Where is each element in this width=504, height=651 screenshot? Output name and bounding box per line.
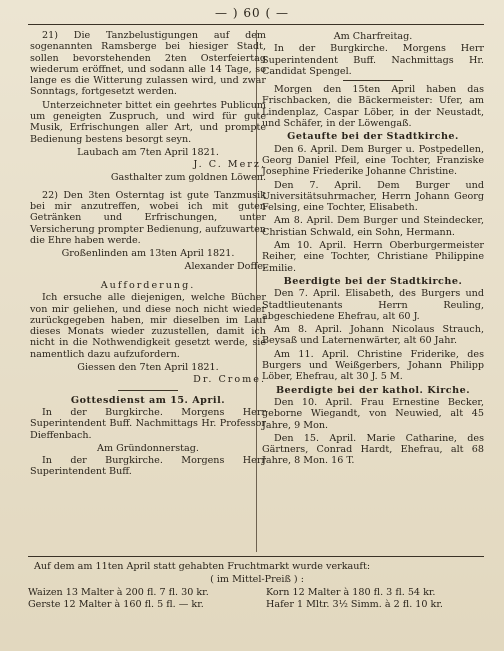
market-price-waizen: Waizen 13 Malter à 200 fl. 7 fl. 30 kr. xyxy=(28,587,209,598)
market-top-rule xyxy=(28,556,484,557)
market-price-gerste: Gerste 12 Malter à 160 fl. 5 fl. — kr. xyxy=(28,599,204,610)
fruchtmarkt-section xyxy=(28,560,486,611)
getaufte-entry: Am 10. April. Herrn Oberburgermeister Reiher, eine Tochter, Christiane Philippine Emilie. xyxy=(262,240,484,274)
market-price-korn: Korn 12 Malter à 180 fl. 3 fl. 54 kr. xyxy=(266,587,436,598)
notice-22-signature: Alexander Doffe. xyxy=(184,260,266,272)
page-number: — ) 60 ( — xyxy=(215,6,289,20)
gottesdienst-heading: Gottesdienst am 15. April. xyxy=(70,394,226,406)
notice-22-place-date: Großenlinden am 13ten April 1821. xyxy=(61,248,235,260)
aufforderung-body: Ich ersuche alle diejenigen, welche Bücher von mir geliehen, und diese noch nicht wieder zurückgegeben haben, mir dieselben im Lauf dieses Monats wieder zuzustellen, damit ich nicht in die Nothwendigkeit gesetzt werde, sie namentlich dazu aufzufordern. xyxy=(30,292,266,360)
right-column xyxy=(262,30,484,469)
notice-21-place-date: Laubach am 7ten April 1821. xyxy=(77,146,219,158)
getaufte-heading: Getaufte bei der Stadtkirche. xyxy=(287,131,459,143)
section-rule xyxy=(118,390,178,391)
section-rule xyxy=(343,80,403,81)
beerdigte-heading: Beerdigte bei der Stadtkirche. xyxy=(283,275,463,287)
charfreitag-entry: In der Burgkirche. Morgens Herr Superintendent Buff. Nachmittags Hr. Candidat Spengel. xyxy=(262,43,484,77)
market-intro: Auf dem am 11ten April statt gehabten Fruchtmarkt wurde verkauft: xyxy=(34,561,371,572)
kath-beerdigte-entry: Den 15. April. Marie Catharine, des Gärtners, Conrad Hardt, Ehefrau, alt 68 Jahre, 8 Mon. 16 T. xyxy=(262,432,484,467)
kath-beerdigte-heading: Beerdigte bei der kathol. Kirche. xyxy=(275,384,471,396)
top-rule xyxy=(28,24,484,25)
frischbacken-notice: Morgen den 15ten April haben das Frischbacken, die Bäckermeister: Ufer, am Lindenplaz, Caspar Löber, in der Neustadt, und Schäfer, in der Löwengaß. xyxy=(262,84,484,130)
left-column xyxy=(30,30,266,480)
market-row xyxy=(28,599,486,611)
gruendonnerstag-entry: In der Burgkirche. Morgens Herr Superintendent Buff. xyxy=(30,455,266,478)
beerdigte-entry: Am 8. April. Johann Nicolaus Strauch, Beysaß und Laternenwärter, alt 60 Jahr. xyxy=(262,324,484,347)
kath-beerdigte-entry: Den 10. April. Frau Ernestine Becker, geborne Wiegandt, von Neuwied, alt 45 Jahre, 9 Mon. xyxy=(262,396,484,431)
aufforderung-signature: Dr. Crome. xyxy=(193,374,266,386)
aufforderung-place-date: Giessen den 7ten April 1821. xyxy=(77,362,219,374)
market-price-hafer: Hafer 1 Mltr. 3½ Simm. à 2 fl. 10 kr. xyxy=(266,599,443,610)
market-subtitle: ( im Mittel-Preiß ) : xyxy=(210,574,304,585)
aufforderung-heading: Aufforderung. xyxy=(100,279,196,291)
gruendonnerstag-heading: Am Gründonnerstag. xyxy=(97,442,199,454)
spacer xyxy=(30,273,266,279)
beerdigte-entry: Am 11. April. Christine Friderike, des Burgers und Weißgerbers, Johann Philipp Löber, Ehefrau, alt 30 J. 5 M. xyxy=(262,348,484,383)
getaufte-entry: Den 6. April. Dem Burger u. Postpedellen, Georg Daniel Pfeil, eine Tochter, Franziske Josephine Friederike Johanne Christine. xyxy=(262,143,484,178)
gottesdienst-entry: In der Burgkirche. Morgens Herr Superintendent Buff. Nachmittags Hr. Professor Dieffenbach. xyxy=(30,406,266,441)
getaufte-entry: Den 7. April. Dem Burger und Universitätsuhrmacher, Herrn Johann Georg Felsing, eine Tochter, Elisabeth. xyxy=(262,179,484,214)
notice-21-signature: J. C. Merz, xyxy=(193,159,266,171)
notice-22: 22) Den 3ten Osterntag ist gute Tanzmusik bei mir anzutreffen, wobei ich mit guten Getränken und Erfrischungen, unter Versicherung prompter Bedienung, aufzuwarten die Ehre haben werde. xyxy=(30,189,266,247)
notice-21: 21) Die Tanzbelustigungen auf dem sogenannten Ramsberge bei hiesiger Stadt, sollen bevorstehenden 2ten Osterfeiertag wiederum eröffnet, und sodann alle 14 Tage, so lange es die Witterung zulassen wird, und zwar Sonntags, fortgesetzt werden. xyxy=(30,30,266,98)
market-row xyxy=(28,587,486,599)
beerdigte-entry: Den 7. April. Elisabeth, des Burgers und Stadtlieutenants Herrn Reuling, abgeschiedene Ehefrau, alt 60 J. xyxy=(262,288,484,322)
notice-21-body: Unterzeichneter bittet ein geehrtes Publicum um geneigten Zuspruch, und wird für gute Musik, Erfrischungen aller Art, und prompte Bedienung bestens besorgt seyn. xyxy=(30,99,266,145)
notice-21-role: Gasthalter zum goldnen Löwen. xyxy=(110,171,266,183)
charfreitag-heading: Am Charfreitag. xyxy=(333,31,413,42)
getaufte-entry: Am 8. April. Dem Burger und Steindecker, Christian Schwald, ein Sohn, Hermann. xyxy=(262,215,484,238)
